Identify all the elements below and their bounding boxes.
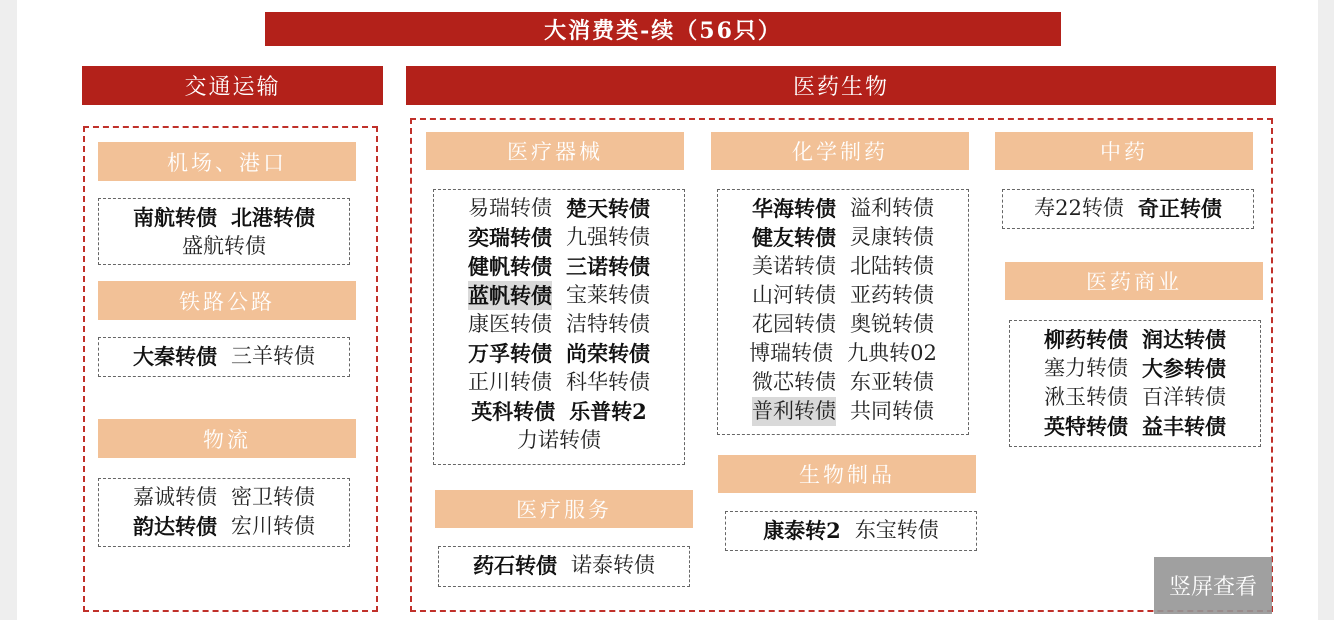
pharma-commerce-box xyxy=(1009,320,1261,447)
bond-name: 健帆转债 xyxy=(468,254,552,279)
bond-name: 润达转债 xyxy=(1142,327,1226,352)
bond-name: 柳药转债 xyxy=(1044,327,1128,352)
bond-name: 九强转债 xyxy=(566,225,650,249)
bond-row xyxy=(438,368,680,397)
medical-devices-box xyxy=(433,189,685,465)
bond-name: 南航转债 xyxy=(133,205,217,230)
bond-row xyxy=(1014,412,1256,441)
bond-name: 洁特转债 xyxy=(566,312,650,336)
bond-row xyxy=(730,516,972,545)
medical-devices-label: 医疗器械 xyxy=(426,132,684,170)
rail-road-box xyxy=(98,337,350,377)
page xyxy=(17,0,1318,620)
bond-row xyxy=(1014,325,1256,354)
bond-name: 九典转02 xyxy=(847,341,937,365)
bond-name: 康医转债 xyxy=(468,312,552,336)
bond-row xyxy=(438,339,680,368)
bond-name: 力诺转债 xyxy=(517,428,601,452)
bond-name: 正川转债 xyxy=(468,370,552,394)
main-title-bar xyxy=(265,12,1061,46)
pharma-header-label: 医药生物 xyxy=(792,75,889,100)
logistics-label: 物流 xyxy=(98,419,356,458)
bond-name: 微芯转债 xyxy=(752,370,836,394)
bond-name: 寿22转债 xyxy=(1034,196,1124,220)
bond-name: 科华转债 xyxy=(566,370,650,394)
bond-row xyxy=(438,194,680,223)
bond-name: 共同转债 xyxy=(850,399,934,423)
pharma-header xyxy=(406,66,1276,105)
bond-name: 美诺转债 xyxy=(752,254,836,278)
bond-name: 大参转债 xyxy=(1142,356,1226,381)
bond-row xyxy=(438,310,680,339)
portrait-view-button[interactable] xyxy=(1154,557,1272,614)
bond-name: 尚荣转债 xyxy=(566,341,650,366)
pharma-commerce-label: 医药商业 xyxy=(1005,262,1263,300)
bio-products-label: 生物制品 xyxy=(718,455,976,493)
bond-name: 东宝转债 xyxy=(854,518,939,542)
bond-name: 韵达转债 xyxy=(133,514,217,539)
bond-row xyxy=(722,368,964,397)
logistics-box xyxy=(98,478,350,547)
bond-name: 嘉诚转债 xyxy=(133,485,217,509)
bond-row xyxy=(103,232,345,261)
medical-services-label: 医疗服务 xyxy=(435,490,693,528)
bond-row xyxy=(1014,354,1256,383)
bond-name: 盛航转债 xyxy=(182,234,266,258)
bond-row xyxy=(438,223,680,252)
transport-header-label: 交通运输 xyxy=(184,75,281,100)
bond-name: 药石转债 xyxy=(473,553,557,578)
bond-name: 亚药转债 xyxy=(850,283,934,307)
bond-row xyxy=(722,281,964,310)
tcm-box xyxy=(1002,189,1254,229)
bond-name: 三诺转债 xyxy=(566,254,650,279)
bond-name: 万孚转债 xyxy=(468,341,552,366)
bond-name: 百洋转债 xyxy=(1142,385,1226,409)
bond-name: 奥锐转债 xyxy=(850,312,934,336)
chemical-pharma-label: 化学制药 xyxy=(711,132,969,170)
bond-name: 大秦转债 xyxy=(133,344,217,369)
bond-row xyxy=(722,194,964,223)
bond-row xyxy=(722,310,964,339)
bond-name: 诺泰转债 xyxy=(571,553,655,577)
chemical-pharma-box xyxy=(717,189,969,435)
bond-row xyxy=(438,426,680,455)
bond-row xyxy=(1007,194,1249,223)
bond-name: 普利转债 xyxy=(752,397,836,426)
bond-name: 英特转债 xyxy=(1044,414,1128,439)
bond-row xyxy=(722,339,964,368)
bond-name: 东亚转债 xyxy=(850,370,934,394)
bond-name: 三羊转债 xyxy=(231,344,315,368)
bond-name: 灵康转债 xyxy=(850,225,934,249)
bond-row xyxy=(103,342,345,371)
bond-row xyxy=(103,512,345,541)
bond-row xyxy=(722,223,964,252)
bond-name: 塞力转债 xyxy=(1044,356,1128,380)
bond-name: 英科转债 xyxy=(471,399,556,424)
bond-name: 密卫转债 xyxy=(231,485,315,509)
bond-name: 湫玉转债 xyxy=(1044,385,1128,409)
bond-name: 楚天转债 xyxy=(566,196,650,221)
bond-row xyxy=(1014,383,1256,412)
bond-name: 乐普转2 xyxy=(569,399,647,424)
bond-name: 易瑞转债 xyxy=(468,196,552,220)
bond-name: 奇正转债 xyxy=(1137,196,1222,221)
bond-row xyxy=(443,551,685,580)
bond-name: 益丰转债 xyxy=(1142,414,1226,439)
bond-name: 博瑞转债 xyxy=(749,341,834,365)
bond-name: 华海转债 xyxy=(752,196,836,221)
bond-name: 北港转债 xyxy=(231,205,315,230)
bond-row xyxy=(722,252,964,281)
rail-road-label: 铁路公路 xyxy=(98,281,356,320)
bond-row xyxy=(438,281,680,310)
bond-name: 溢利转债 xyxy=(850,196,934,220)
bond-name: 健友转债 xyxy=(752,225,836,250)
bond-row xyxy=(103,203,345,232)
bond-name: 宏川转债 xyxy=(231,514,315,538)
bond-row xyxy=(438,397,680,426)
bond-row xyxy=(722,397,964,426)
transport-header xyxy=(82,66,383,105)
bond-name: 山河转债 xyxy=(752,283,836,307)
airport-port-label: 机场、港口 xyxy=(98,142,356,181)
bond-name: 花园转债 xyxy=(752,312,836,336)
bond-name: 蓝帆转债 xyxy=(468,283,552,308)
bond-name: 北陆转债 xyxy=(850,254,934,278)
main-title: 大消费类-续（56只） xyxy=(544,17,782,44)
bond-row xyxy=(438,252,680,281)
airport-port-box xyxy=(98,198,350,265)
bio-products-box xyxy=(725,511,977,551)
bond-name: 康泰转2 xyxy=(763,518,841,543)
tcm-label: 中药 xyxy=(995,132,1253,170)
bond-row xyxy=(103,483,345,512)
medical-services-box xyxy=(438,546,690,587)
bond-name: 奕瑞转债 xyxy=(468,225,552,250)
bond-name: 宝莱转债 xyxy=(566,283,650,307)
portrait-view-label: 竖屏查看 xyxy=(1168,575,1257,600)
